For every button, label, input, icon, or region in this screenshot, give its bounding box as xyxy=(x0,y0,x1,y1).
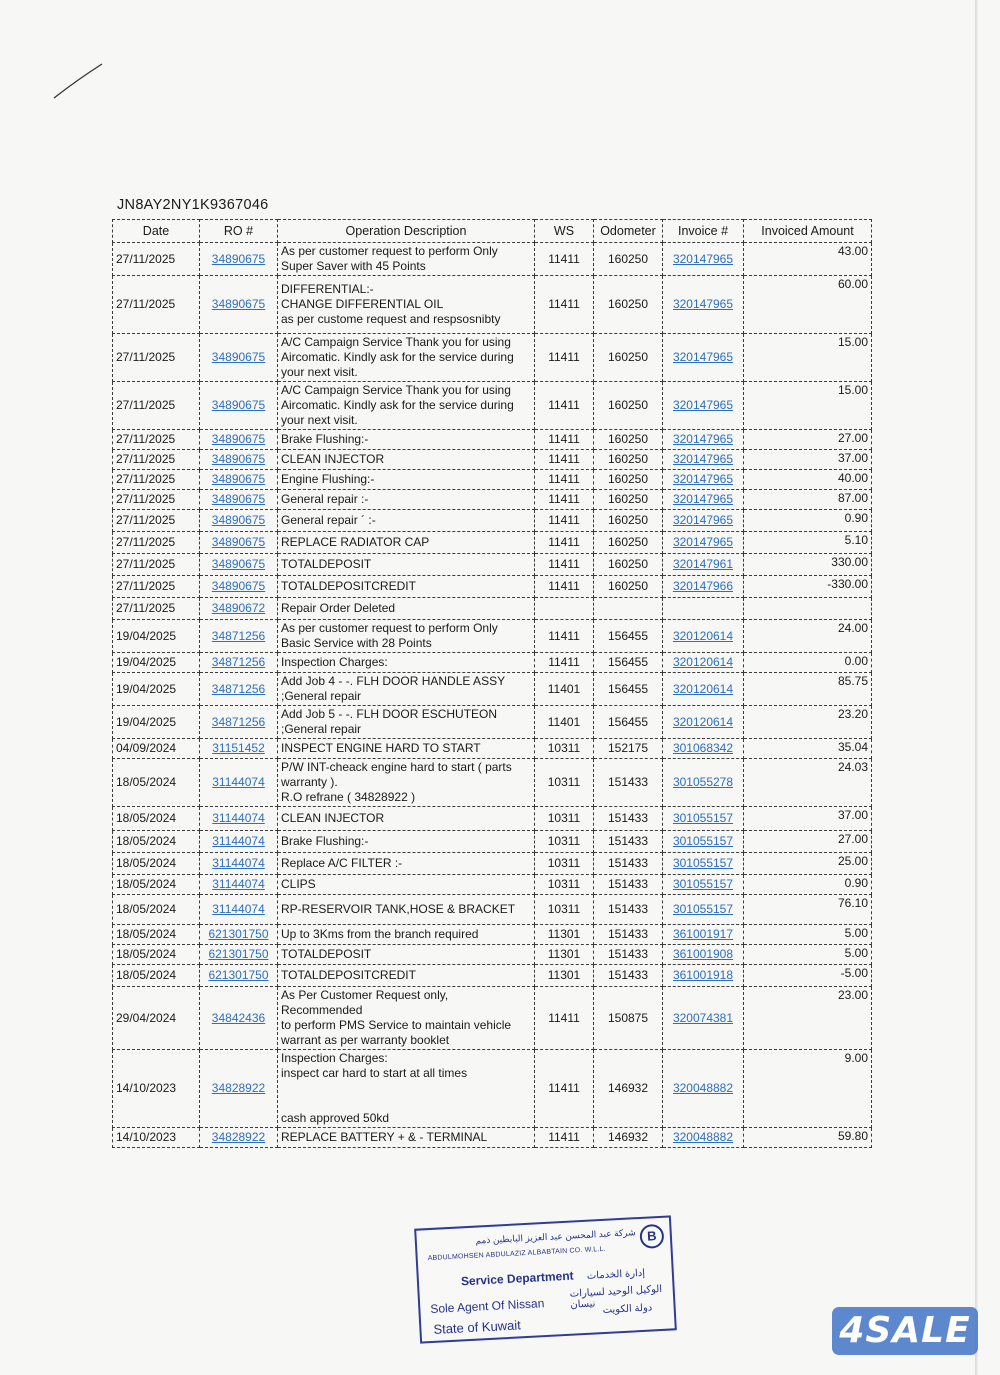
cell-date: 27/11/2025 xyxy=(113,276,200,334)
cell-date: 18/05/2024 xyxy=(113,875,200,895)
cell-description: RP-RESERVOIR TANK,HOSE & BRACKET xyxy=(278,895,535,925)
cell-invoice-link[interactable]: 320147965 xyxy=(663,430,744,450)
stamp-state-arabic: دولة الكويت xyxy=(602,1302,653,1317)
cell-ws: 10311 xyxy=(535,895,594,925)
cell-amount xyxy=(744,598,872,620)
table-row xyxy=(113,276,872,334)
cell-ws: 10311 xyxy=(535,875,594,895)
cell-date: 27/11/2025 xyxy=(113,243,200,276)
cell-description: As per customer request to perform Only Basic Service with 28 Points xyxy=(278,620,535,653)
cell-invoice-link[interactable]: 320048882 xyxy=(663,1050,744,1128)
cell-invoice-link[interactable]: 320147965 xyxy=(663,334,744,382)
cell-odometer: 156455 xyxy=(594,653,663,673)
cell-amount: -330.00 xyxy=(744,576,872,598)
table-row xyxy=(113,334,872,382)
cell-ws: 11411 xyxy=(535,1128,594,1148)
table-row xyxy=(113,759,872,807)
cell-ro-link[interactable]: 31144074 xyxy=(200,807,278,831)
table-row xyxy=(113,807,872,831)
cell-date: 27/11/2025 xyxy=(113,598,200,620)
cell-ws: 10311 xyxy=(535,853,594,875)
cell-amount: 0.90 xyxy=(744,875,872,895)
cell-invoice-link[interactable]: 320147965 xyxy=(663,470,744,490)
watermark-text: 4SALE xyxy=(839,1310,971,1351)
table-header-row xyxy=(113,220,872,243)
company-logo-icon: B xyxy=(639,1224,664,1249)
cell-odometer: 151433 xyxy=(594,807,663,831)
cell-invoice-link[interactable]: 320147966 xyxy=(663,576,744,598)
table-row xyxy=(113,945,872,965)
cell-description: General repair ´ :- xyxy=(278,510,535,532)
cell-date: 27/11/2025 xyxy=(113,334,200,382)
cell-odometer: 151433 xyxy=(594,759,663,807)
pen-stroke-mark xyxy=(52,58,112,100)
cell-ro-link[interactable]: 34871256 xyxy=(200,673,278,706)
cell-invoice-link[interactable]: 320147965 xyxy=(663,243,744,276)
cell-ws: 11411 xyxy=(535,987,594,1050)
cell-ro-link[interactable]: 621301750 xyxy=(200,945,278,965)
cell-odometer: 156455 xyxy=(594,706,663,739)
cell-description: Inspection Charges: inspect car hard to start at all times cash approved 50kd xyxy=(278,1050,535,1128)
cell-description: TOTALDEPOSIT xyxy=(278,554,535,576)
cell-ws: 11411 xyxy=(535,276,594,334)
cell-amount: 25.00 xyxy=(744,853,872,875)
cell-invoice-link[interactable]: 320147965 xyxy=(663,490,744,510)
vin-number: JN8AY2NY1K9367046 xyxy=(117,197,269,213)
cell-ro-link[interactable]: 34871256 xyxy=(200,620,278,653)
cell-odometer: 151433 xyxy=(594,853,663,875)
cell-ro-link[interactable]: 621301750 xyxy=(200,965,278,987)
cell-amount: 35.04 xyxy=(744,739,872,759)
cell-date: 18/05/2024 xyxy=(113,895,200,925)
table-row xyxy=(113,831,872,853)
cell-description: Repair Order Deleted xyxy=(278,598,535,620)
cell-ro-link[interactable]: 31144074 xyxy=(200,831,278,853)
cell-ws: 11401 xyxy=(535,673,594,706)
cell-description: REPLACE RADIATOR CAP xyxy=(278,532,535,554)
cell-odometer: 151433 xyxy=(594,945,663,965)
cell-description: DIFFERENTIAL:- CHANGE DIFFERENTIAL OIL as per custome request and respsosnibty xyxy=(278,276,535,334)
header-odometer: Odometer xyxy=(594,220,663,243)
cell-ro-link[interactable]: 34890675 xyxy=(200,532,278,554)
cell-invoice-link[interactable]: 301055157 xyxy=(663,875,744,895)
cell-amount: 37.00 xyxy=(744,450,872,470)
cell-ws xyxy=(535,598,594,620)
cell-amount: 15.00 xyxy=(744,334,872,382)
cell-odometer: 160250 xyxy=(594,490,663,510)
cell-date: 27/11/2025 xyxy=(113,576,200,598)
table-row xyxy=(113,706,872,739)
cell-invoice-link[interactable]: 361001918 xyxy=(663,965,744,987)
header-invoice: Invoice # xyxy=(663,220,744,243)
cell-amount: 43.00 xyxy=(744,243,872,276)
header-date: Date xyxy=(113,220,200,243)
cell-odometer: 152175 xyxy=(594,739,663,759)
cell-ro-link[interactable]: 31151452 xyxy=(200,739,278,759)
cell-ro-link[interactable]: 31144074 xyxy=(200,853,278,875)
cell-date: 18/05/2024 xyxy=(113,759,200,807)
cell-description: INSPECT ENGINE HARD TO START xyxy=(278,739,535,759)
cell-description: REPLACE BATTERY + & - TERMINAL xyxy=(278,1128,535,1148)
cell-ro-link[interactable]: 34890672 xyxy=(200,598,278,620)
cell-description: A/C Campaign Service Thank you for using Aircomatic. Kindly ask for the service during your next visit. xyxy=(278,334,535,382)
cell-ws: 11411 xyxy=(535,450,594,470)
table-row xyxy=(113,576,872,598)
cell-ws: 11411 xyxy=(535,554,594,576)
cell-amount: 59.80 xyxy=(744,1128,872,1148)
cell-ro-link[interactable]: 34890675 xyxy=(200,450,278,470)
cell-odometer: 150875 xyxy=(594,987,663,1050)
cell-description: P/W INT-cheack engine hard to start ( parts warranty ). R.O refrane ( 34828922 ) xyxy=(278,759,535,807)
cell-amount: 85.75 xyxy=(744,673,872,706)
cell-description: TOTALDEPOSITCREDIT xyxy=(278,965,535,987)
cell-amount: 0.90 xyxy=(744,510,872,532)
cell-date: 18/05/2024 xyxy=(113,945,200,965)
cell-date: 18/05/2024 xyxy=(113,925,200,945)
cell-amount: 5.00 xyxy=(744,945,872,965)
header-invoiced-amount: Invoiced Amount xyxy=(744,220,872,243)
cell-ws: 11411 xyxy=(535,490,594,510)
stamp-department-arabic: إدارة الخدمات xyxy=(586,1267,646,1282)
cell-ws: 10311 xyxy=(535,759,594,807)
cell-amount: 37.00 xyxy=(744,807,872,831)
cell-amount: 5.00 xyxy=(744,925,872,945)
table-row xyxy=(113,554,872,576)
cell-odometer: 151433 xyxy=(594,965,663,987)
cell-date: 27/11/2025 xyxy=(113,510,200,532)
cell-amount: 76.10 xyxy=(744,895,872,925)
cell-date: 14/10/2023 xyxy=(113,1128,200,1148)
table-row xyxy=(113,1050,872,1128)
table-row xyxy=(113,430,872,450)
cell-invoice-link[interactable]: 361001917 xyxy=(663,925,744,945)
cell-amount: 15.00 xyxy=(744,382,872,430)
table-row xyxy=(113,490,872,510)
cell-odometer: 146932 xyxy=(594,1128,663,1148)
table-row xyxy=(113,965,872,987)
cell-odometer: 156455 xyxy=(594,673,663,706)
page-edge xyxy=(975,0,978,1375)
cell-invoice-link[interactable]: 301055157 xyxy=(663,853,744,875)
cell-invoice-link[interactable]: 301055157 xyxy=(663,807,744,831)
stamp-state: State of Kuwait xyxy=(433,1317,522,1337)
cell-invoice-link[interactable]: 320147965 xyxy=(663,450,744,470)
table-row xyxy=(113,653,872,673)
cell-amount: 60.00 xyxy=(744,276,872,334)
cell-amount: 27.00 xyxy=(744,430,872,450)
cell-amount: 5.10 xyxy=(744,532,872,554)
cell-odometer: 160250 xyxy=(594,576,663,598)
cell-ws: 11411 xyxy=(535,382,594,430)
cell-description: CLIPS xyxy=(278,875,535,895)
cell-ws: 10311 xyxy=(535,807,594,831)
cell-amount: 9.00 xyxy=(744,1050,872,1128)
header-ro: RO # xyxy=(200,220,278,243)
table-row xyxy=(113,598,872,620)
cell-date: 19/04/2025 xyxy=(113,653,200,673)
cell-date: 14/10/2023 xyxy=(113,1050,200,1128)
cell-description: Brake Flushing:- xyxy=(278,831,535,853)
cell-invoice-link[interactable]: 320048882 xyxy=(663,1128,744,1148)
cell-ro-link[interactable]: 34890675 xyxy=(200,430,278,450)
cell-ro-link[interactable]: 34890675 xyxy=(200,510,278,532)
cell-invoice-link[interactable] xyxy=(663,598,744,620)
cell-invoice-link[interactable]: 320120614 xyxy=(663,653,744,673)
cell-description: A/C Campaign Service Thank you for using Aircomatic. Kindly ask for the service during your next visit. xyxy=(278,382,535,430)
cell-ws: 11411 xyxy=(535,620,594,653)
cell-odometer: 151433 xyxy=(594,875,663,895)
cell-ro-link[interactable]: 621301750 xyxy=(200,925,278,945)
cell-description: Add Job 4 - -. FLH DOOR HANDLE ASSY ;General repair xyxy=(278,673,535,706)
cell-invoice-link[interactable]: 320120614 xyxy=(663,673,744,706)
table-row xyxy=(113,450,872,470)
cell-ws: 11301 xyxy=(535,925,594,945)
cell-amount: 23.20 xyxy=(744,706,872,739)
cell-description: Brake Flushing:- xyxy=(278,430,535,450)
cell-date: 18/05/2024 xyxy=(113,853,200,875)
cell-date: 27/11/2025 xyxy=(113,470,200,490)
cell-description: As per customer request to perform Only Super Saver with 45 Points xyxy=(278,243,535,276)
table-row xyxy=(113,243,872,276)
cell-odometer: 160250 xyxy=(594,532,663,554)
cell-ws: 11411 xyxy=(535,532,594,554)
cell-odometer: 160250 xyxy=(594,450,663,470)
cell-ws: 11411 xyxy=(535,576,594,598)
cell-date: 18/05/2024 xyxy=(113,965,200,987)
cell-date: 18/05/2024 xyxy=(113,831,200,853)
cell-invoice-link[interactable]: 301068342 xyxy=(663,739,744,759)
cell-description: Up to 3Kms from the branch required xyxy=(278,925,535,945)
cell-date: 27/11/2025 xyxy=(113,430,200,450)
cell-ws: 11411 xyxy=(535,653,594,673)
cell-ws: 10311 xyxy=(535,739,594,759)
cell-ro-link[interactable]: 34890675 xyxy=(200,554,278,576)
cell-ro-link[interactable]: 31144074 xyxy=(200,895,278,925)
cell-odometer: 160250 xyxy=(594,276,663,334)
cell-odometer: 160250 xyxy=(594,430,663,450)
cell-amount: 24.00 xyxy=(744,620,872,653)
cell-invoice-link[interactable]: 320120614 xyxy=(663,620,744,653)
cell-date: 27/11/2025 xyxy=(113,450,200,470)
cell-date: 19/04/2025 xyxy=(113,620,200,653)
cell-ro-link[interactable]: 34890675 xyxy=(200,576,278,598)
table-row xyxy=(113,987,872,1050)
table-row xyxy=(113,895,872,925)
cell-ro-link[interactable]: 34842436 xyxy=(200,987,278,1050)
cell-ws: 10311 xyxy=(535,831,594,853)
cell-ro-link[interactable]: 34828922 xyxy=(200,1050,278,1128)
cell-amount: 87.00 xyxy=(744,490,872,510)
cell-date: 04/09/2024 xyxy=(113,739,200,759)
cell-ro-link[interactable]: 34890675 xyxy=(200,276,278,334)
header-operation-description: Operation Description xyxy=(278,220,535,243)
cell-ro-link[interactable]: 34871256 xyxy=(200,653,278,673)
cell-date: 27/11/2025 xyxy=(113,382,200,430)
cell-description: TOTALDEPOSIT xyxy=(278,945,535,965)
cell-invoice-link[interactable]: 320147965 xyxy=(663,276,744,334)
cell-date: 27/11/2025 xyxy=(113,554,200,576)
4sale-watermark xyxy=(832,1307,978,1355)
cell-date: 27/11/2025 xyxy=(113,532,200,554)
cell-ro-link[interactable]: 34890675 xyxy=(200,382,278,430)
stamp-agent-arabic: الوكيل الوحيد لسيارات نيسان xyxy=(569,1283,663,1311)
stamp-arabic-company: شركة عبد المحسن عبد العزيز البابطين ذمم xyxy=(475,1227,636,1246)
cell-invoice-link[interactable]: 320120614 xyxy=(663,706,744,739)
cell-invoice-link[interactable]: 301055278 xyxy=(663,759,744,807)
stamp-department: Service Department xyxy=(460,1268,574,1289)
cell-amount: 330.00 xyxy=(744,554,872,576)
cell-odometer: 160250 xyxy=(594,334,663,382)
cell-ws: 11401 xyxy=(535,706,594,739)
cell-amount: 40.00 xyxy=(744,470,872,490)
cell-description: Engine Flushing:- xyxy=(278,470,535,490)
cell-description: TOTALDEPOSITCREDIT xyxy=(278,576,535,598)
cell-ro-link[interactable]: 31144074 xyxy=(200,759,278,807)
stamp-agent: Sole Agent Of Nissan xyxy=(430,1296,545,1317)
service-history-table xyxy=(112,219,872,1148)
cell-invoice-link[interactable]: 320074381 xyxy=(663,987,744,1050)
cell-ws: 11411 xyxy=(535,243,594,276)
table-row xyxy=(113,532,872,554)
cell-amount: 23.00 xyxy=(744,987,872,1050)
cell-odometer: 151433 xyxy=(594,895,663,925)
table-row xyxy=(113,470,872,490)
table-row xyxy=(113,853,872,875)
cell-date: 29/04/2024 xyxy=(113,987,200,1050)
cell-amount: 0.00 xyxy=(744,653,872,673)
cell-odometer: 146932 xyxy=(594,1050,663,1128)
cell-amount: 27.00 xyxy=(744,831,872,853)
cell-invoice-link[interactable]: 301055157 xyxy=(663,895,744,925)
cell-ro-link[interactable]: 34890675 xyxy=(200,470,278,490)
cell-odometer: 156455 xyxy=(594,620,663,653)
cell-ws: 11411 xyxy=(535,470,594,490)
cell-ws: 11411 xyxy=(535,334,594,382)
cell-odometer: 160250 xyxy=(594,554,663,576)
cell-invoice-link[interactable]: 301055157 xyxy=(663,831,744,853)
service-department-stamp xyxy=(414,1215,677,1343)
table-row xyxy=(113,510,872,532)
cell-invoice-link[interactable]: 320147961 xyxy=(663,554,744,576)
cell-ro-link[interactable]: 34871256 xyxy=(200,706,278,739)
cell-ws: 11301 xyxy=(535,945,594,965)
cell-amount: -5.00 xyxy=(744,965,872,987)
cell-ro-link[interactable]: 34890675 xyxy=(200,243,278,276)
stamp-english-company: ABDULMOHSEN ABDULAZIZ ALBABTAIN CO. W.L.L. xyxy=(427,1245,606,1263)
cell-odometer: 160250 xyxy=(594,470,663,490)
table-row xyxy=(113,925,872,945)
cell-description: As Per Customer Request only, Recommended to perform PMS Service to maintain vehicle warrant as per warranty booklet xyxy=(278,987,535,1050)
table-row xyxy=(113,739,872,759)
cell-ro-link[interactable]: 34828922 xyxy=(200,1128,278,1148)
cell-ro-link[interactable]: 31144074 xyxy=(200,875,278,895)
cell-ws: 11301 xyxy=(535,965,594,987)
cell-odometer: 151433 xyxy=(594,831,663,853)
cell-ws: 11411 xyxy=(535,430,594,450)
table-row xyxy=(113,673,872,706)
cell-invoice-link[interactable]: 361001908 xyxy=(663,945,744,965)
cell-description: General repair :- xyxy=(278,490,535,510)
cell-date: 18/05/2024 xyxy=(113,807,200,831)
cell-date: 19/04/2025 xyxy=(113,706,200,739)
table-row xyxy=(113,1128,872,1148)
cell-description: Replace A/C FILTER :- xyxy=(278,853,535,875)
table-row xyxy=(113,620,872,653)
cell-description: CLEAN INJECTOR xyxy=(278,450,535,470)
cell-description: Add Job 5 - -. FLH DOOR ESCHUTEON ;General repair xyxy=(278,706,535,739)
cell-invoice-link[interactable]: 320147965 xyxy=(663,510,744,532)
cell-odometer xyxy=(594,598,663,620)
table-row xyxy=(113,875,872,895)
cell-ro-link[interactable]: 34890675 xyxy=(200,490,278,510)
cell-description: Inspection Charges: xyxy=(278,653,535,673)
cell-odometer: 160250 xyxy=(594,243,663,276)
cell-odometer: 160250 xyxy=(594,382,663,430)
header-ws: WS xyxy=(535,220,594,243)
cell-date: 19/04/2025 xyxy=(113,673,200,706)
cell-odometer: 151433 xyxy=(594,925,663,945)
cell-odometer: 160250 xyxy=(594,510,663,532)
cell-description: CLEAN INJECTOR xyxy=(278,807,535,831)
cell-ro-link[interactable]: 34890675 xyxy=(200,334,278,382)
cell-date: 27/11/2025 xyxy=(113,490,200,510)
cell-ws: 11411 xyxy=(535,1050,594,1128)
cell-invoice-link[interactable]: 320147965 xyxy=(663,382,744,430)
cell-ws: 11411 xyxy=(535,510,594,532)
cell-amount: 24.03 xyxy=(744,759,872,807)
table-row xyxy=(113,382,872,430)
cell-invoice-link[interactable]: 320147965 xyxy=(663,532,744,554)
